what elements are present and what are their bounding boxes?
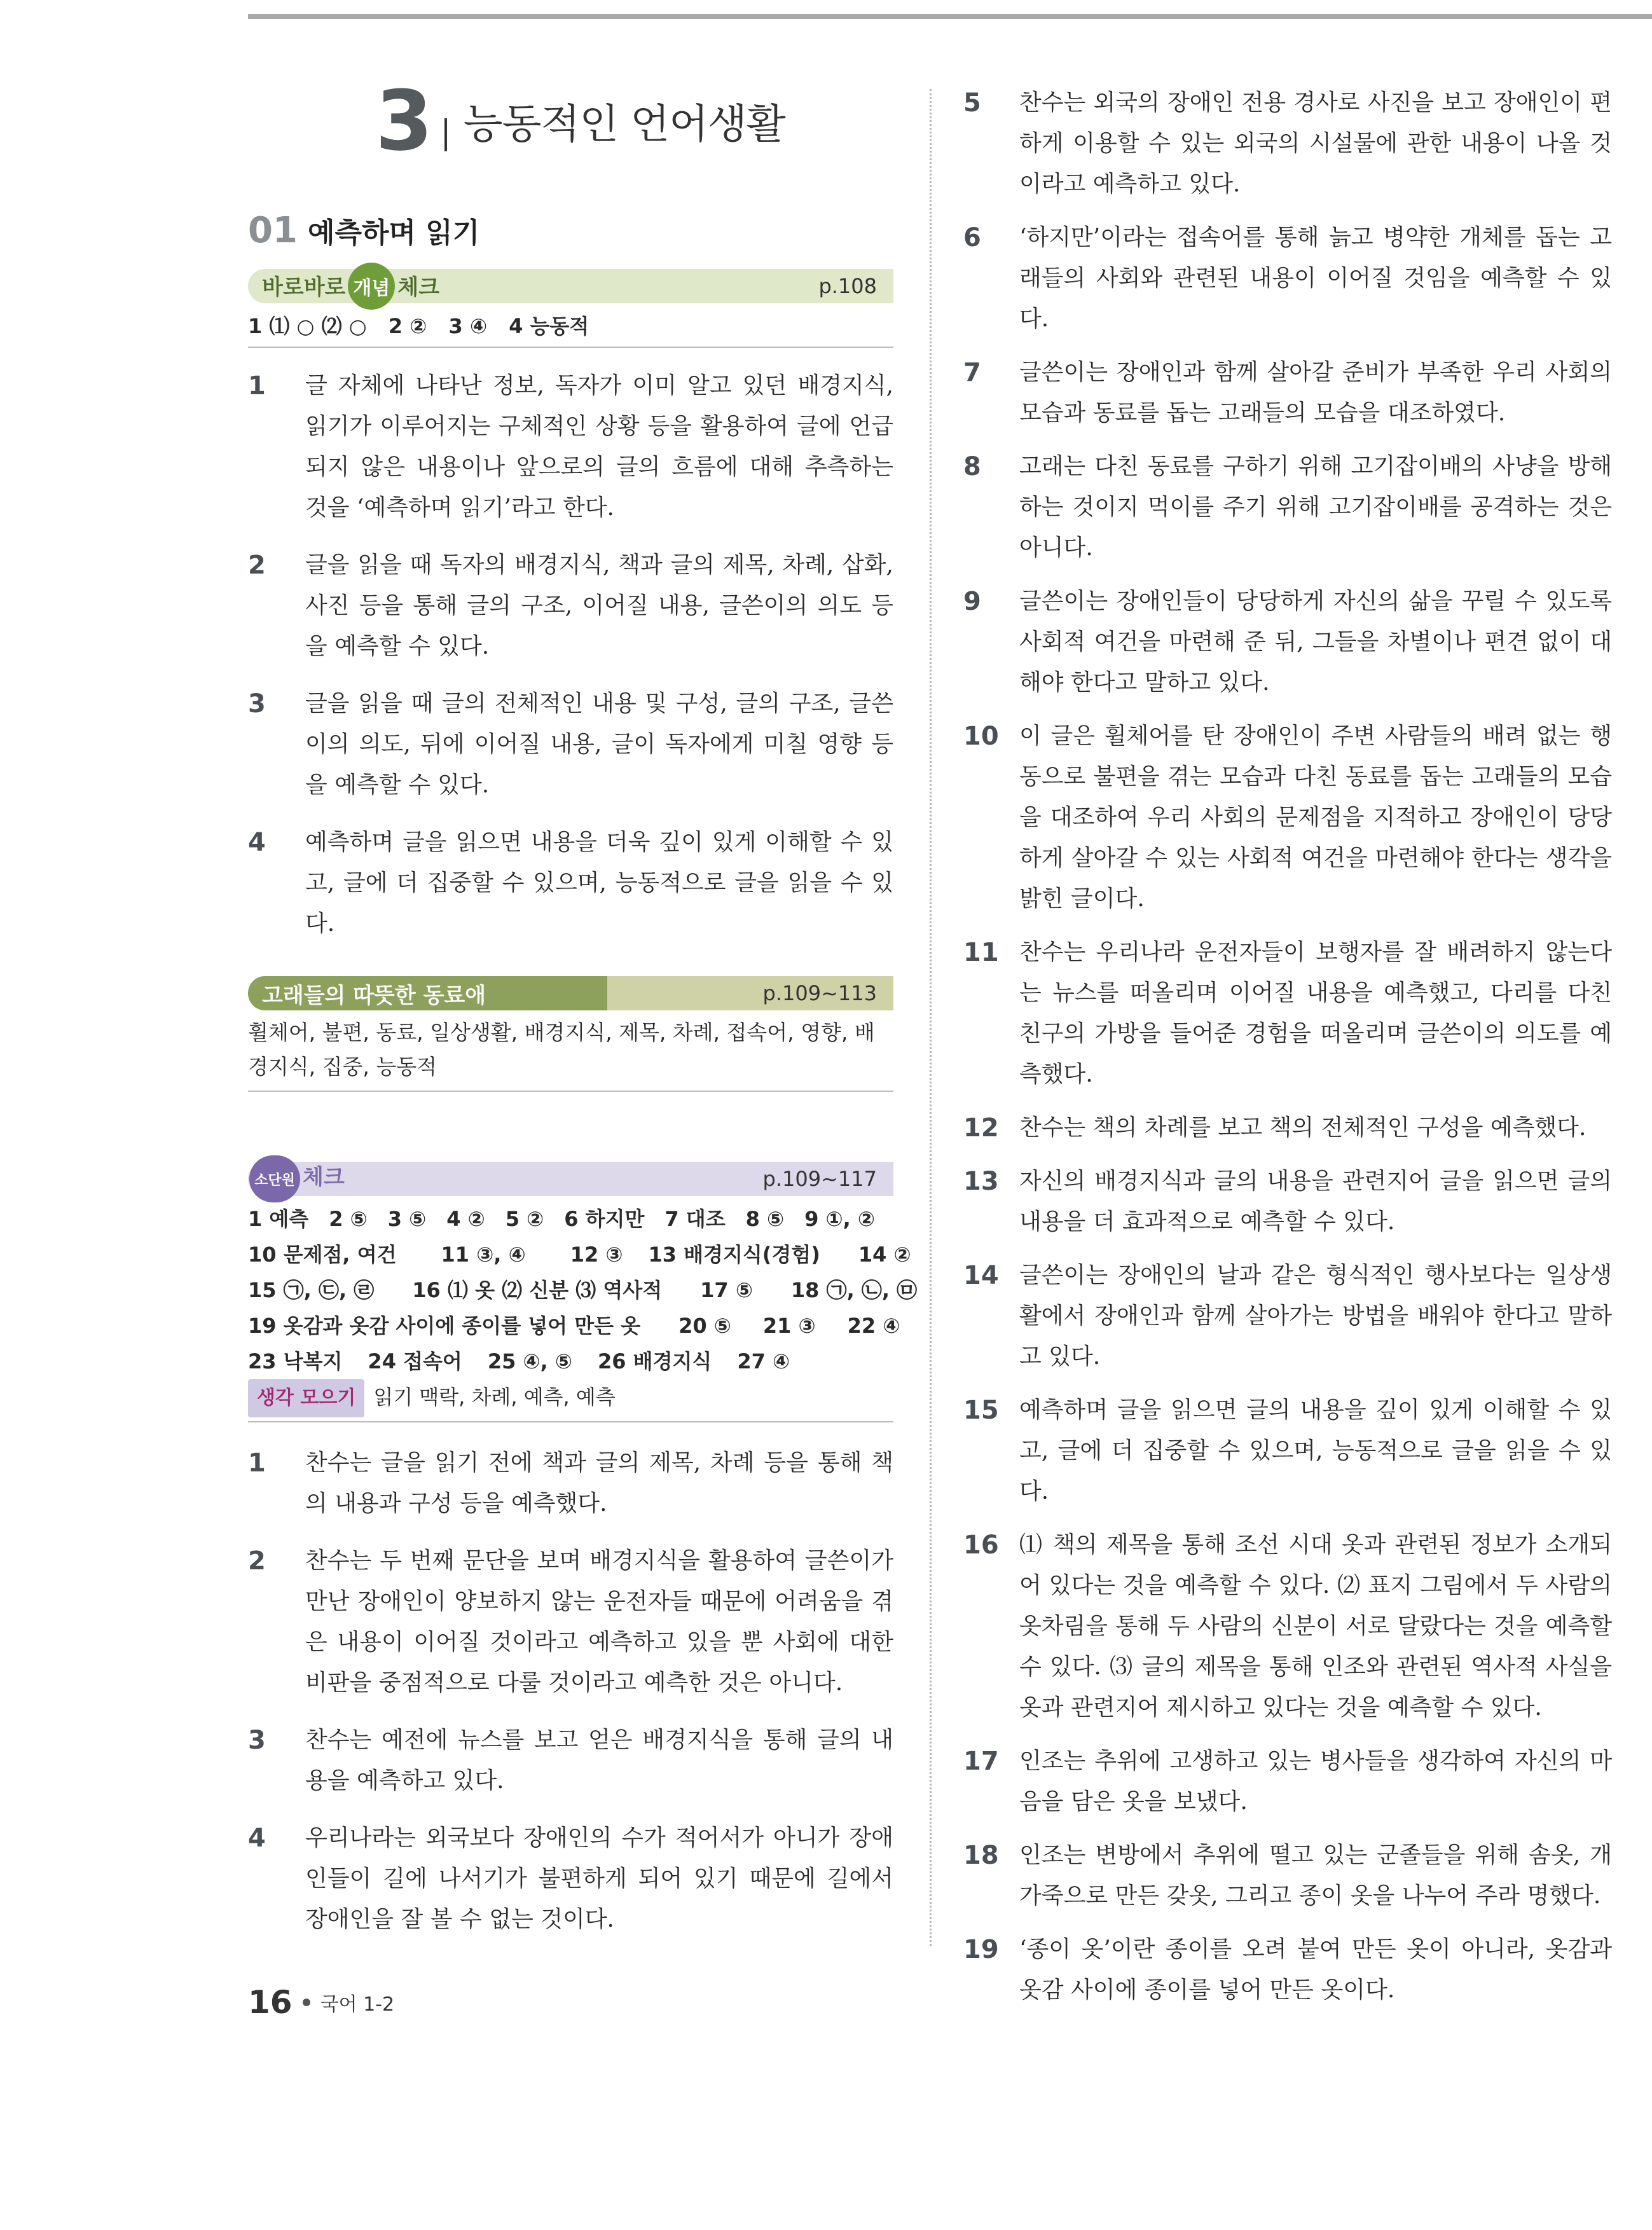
answer: 19 옷감과 옷감 사이에 종이를 넣어 만든 옷	[248, 1314, 641, 1338]
thought-row	[248, 1379, 893, 1422]
unit-name: 능동적인 언어생활	[463, 101, 785, 148]
item-text: 고래는 다친 동료를 구하기 위해 고기잡이배의 사냥을 방해하는 것이지 먹이를 주기 위해 고기잡이배를 공격하는 것은 아니다.	[1019, 453, 1612, 561]
item-number: 12	[963, 1113, 999, 1143]
answer: 9 ①, ②	[804, 1207, 876, 1231]
item-text: 찬수는 외국의 장애인 전용 경사로 사진을 보고 장애인이 편하게 이용할 수 있는 외국의 시설물에 관한 내용이 나올 것이라고 예측하고 있다.	[1019, 90, 1612, 197]
list-item	[963, 1525, 1612, 1728]
answer: 25 ④, ⑤	[487, 1349, 572, 1373]
answer: 13 배경지식(경험)	[648, 1242, 820, 1267]
answer: 16 ⑴ 옷 ⑵ 신분 ⑶ 역사적	[412, 1278, 663, 1302]
answer-row	[248, 1344, 893, 1379]
item-number: 14	[963, 1261, 999, 1290]
item-text: 글을 읽을 때 독자의 배경지식, 책과 글의 제목, 차례, 삽화, 사진 등을 통해 글의 구조, 이어질 내용, 글쓴이의 의도 등을 예측할 수 있다.	[305, 552, 893, 659]
answer: 4 ②	[446, 1207, 485, 1231]
answer: 3 ⑤	[387, 1207, 427, 1231]
list-item	[963, 1741, 1612, 1822]
item-number: 5	[963, 88, 981, 118]
section-number: 01	[248, 210, 298, 251]
list-item	[963, 1929, 1612, 2011]
list-item	[963, 581, 1612, 703]
item-text: 글쓴이는 장애인과 함께 살아갈 준비가 부족한 우리 사회의 모습과 동료를 돕는 고래들의 모습을 대조하였다.	[1019, 359, 1612, 426]
item-number: 9	[963, 587, 981, 616]
list-item	[248, 822, 893, 944]
answer-row	[248, 1237, 911, 1272]
list-item	[963, 83, 1612, 205]
section-heading	[248, 210, 893, 251]
answer: 21 ③	[762, 1314, 816, 1338]
answer-3: 3 ④	[448, 314, 488, 338]
item-number: 7	[963, 358, 981, 387]
list-item	[248, 366, 893, 528]
answer: 20 ⑤	[678, 1314, 731, 1338]
answer: 12 ③	[570, 1242, 623, 1267]
answer: 2 ⑤	[329, 1207, 368, 1231]
list-item	[248, 1720, 893, 1801]
reading-words: 휠체어, 불편, 동료, 일상생활, 배경지식, 제목, 차례, 접속어, 영향, 배경지식, 집중, 능동적	[248, 1010, 893, 1092]
answer: 26 배경지식	[598, 1349, 712, 1373]
concept-check-band	[248, 269, 893, 303]
page-footer	[248, 1984, 394, 2021]
unit-check-label	[248, 1155, 345, 1202]
item-number: 8	[963, 452, 981, 481]
list-item	[963, 1108, 1612, 1148]
item-text: 예측하며 글을 읽으면 글의 내용을 깊이 있게 이해할 수 있고, 글에 더 집중할 수 있으며, 능동적으로 글을 읽을 수 있다.	[1019, 1397, 1612, 1504]
unit-answers	[248, 1196, 918, 1425]
answer: 6 하지만	[564, 1207, 645, 1231]
answer: 5 ②	[505, 1207, 544, 1231]
item-number: 11	[963, 938, 999, 967]
item-text: 찬수는 두 번째 문단을 보며 배경지식을 활용하여 글쓴이가 만난 장애인이 양보하지 않는 운전자들 때문에 어려움을 겪은 내용이 이어질 것이라고 예측하고 있을 뿐 사회에 대한 비판을 중점적으로 다룰 것이라고 예측한 것은 아니다.	[305, 1548, 893, 1696]
list-item	[963, 1835, 1612, 1917]
item-number: 19	[963, 1935, 999, 1964]
item-number: 2	[248, 1546, 266, 1576]
list-item	[248, 1818, 893, 1940]
item-text: 글쓴이는 장애인들이 당당하게 자신의 삶을 꾸릴 수 있도록 사회적 여건을 마련해 준 뒤, 그들을 차별이나 편견 없이 대해야 한다고 말하고 있다.	[1019, 588, 1612, 696]
reading-page: p.109~113	[762, 981, 877, 1005]
concept-check-post: 체크	[397, 275, 440, 300]
answer: 14 ②	[858, 1242, 911, 1267]
concept-answers	[248, 303, 893, 348]
answer: 15 ㉠, ㉢, ㉣	[248, 1278, 375, 1302]
list-item	[963, 1161, 1612, 1242]
left-column	[248, 72, 918, 1957]
concept-check-pre: 바로바로	[262, 275, 346, 300]
item-text: 예측하며 글을 읽으면 내용을 더욱 깊이 있게 이해할 수 있고, 글에 더 집중할 수 있으며, 능동적으로 글을 읽을 수 있다.	[305, 829, 893, 937]
list-item	[248, 1443, 893, 1524]
answer-row	[248, 1308, 900, 1344]
reading-title: 고래들의 따뜻한 동료애	[262, 982, 486, 1008]
answer: 22 ④	[847, 1314, 900, 1338]
list-item	[963, 932, 1612, 1095]
answer: 8 ⑤	[745, 1207, 785, 1231]
answer: 24 접속어	[368, 1349, 462, 1373]
list-item	[248, 1541, 893, 1703]
answer: 1 예측	[248, 1207, 309, 1231]
unit-badge: 소단원	[249, 1155, 300, 1202]
item-text: 인조는 추위에 고생하고 있는 병사들을 생각하여 자신의 마음을 담은 옷을 보냈다.	[1019, 1748, 1612, 1815]
unit-check-band	[248, 1162, 893, 1196]
answer-row	[248, 1201, 893, 1237]
unit-title	[267, 72, 893, 169]
answer-4: 4 능동적	[509, 314, 589, 338]
item-number: 3	[248, 689, 266, 719]
item-text: 글 자체에 나타난 정보, 독자가 이미 알고 있던 배경지식, 읽기가 이루어지는 구체적인 상황 등을 활용하여 글에 언급되지 않은 내용이나 앞으로의 글의 흐름에 대해 추측하는 것을 ‘예측하며 읽기’라고 한다.	[305, 373, 893, 521]
list-item	[963, 446, 1612, 568]
section-title: 예측하며 읽기	[307, 217, 480, 249]
concept-check-page: p.108	[818, 274, 877, 298]
answer-row	[248, 1272, 918, 1308]
item-text: 우리나라는 외국보다 장애인의 수가 적어서가 아니가 장애인들이 길에 나서기가 불편하게 되어 있기 때문에 길에서 장애인을 잘 볼 수 없는 것이다.	[305, 1825, 893, 1932]
list-item	[963, 352, 1612, 434]
item-text: 글을 읽을 때 글의 전체적인 내용 및 구성, 글의 구조, 글쓴이의 의도, 뒤에 이어질 내용, 글이 독자에게 미칠 영향 등을 예측할 수 있다.	[305, 691, 893, 798]
list-item	[963, 217, 1612, 340]
column-divider	[930, 89, 932, 1946]
answer-2: 2 ②	[388, 314, 427, 338]
right-column	[963, 83, 1612, 2023]
list-item	[963, 1390, 1612, 1512]
list-item	[248, 545, 893, 667]
concept-check-label	[248, 263, 439, 310]
answer: 27 ④	[737, 1349, 790, 1373]
item-text: 찬수는 글을 읽기 전에 책과 글의 제목, 차례 등을 통해 책의 내용과 구성 등을 예측했다.	[305, 1450, 893, 1517]
item-number: 4	[248, 828, 266, 857]
answer: 10 문제점, 여건	[248, 1242, 397, 1267]
item-number: 10	[963, 722, 999, 751]
item-number: 1	[248, 371, 266, 401]
book-title: 국어 1-2	[320, 1993, 395, 2016]
list-item	[248, 684, 893, 806]
bullet-dot	[303, 1999, 310, 2006]
answer: 17 ⑤	[700, 1278, 753, 1302]
answer: 7 대조	[664, 1207, 726, 1231]
thought-text: 읽기 맥락, 차례, 예측, 예측	[373, 1385, 616, 1409]
item-number: 18	[963, 1841, 999, 1870]
concept-badge: 개념	[348, 263, 395, 310]
item-number: 16	[963, 1531, 999, 1560]
unit-check-post: 체크	[303, 1164, 345, 1190]
answer: 11 ③, ④	[441, 1242, 526, 1267]
item-number: 3	[248, 1726, 266, 1755]
item-text: 글쓴이는 장애인의 날과 같은 형식적인 행사보다는 일상생활에서 장애인과 함께 살아가는 방법을 배워야 한다고 말하고 있다.	[1019, 1262, 1612, 1370]
unit-check-page: p.109~117	[762, 1167, 877, 1191]
item-number: 6	[963, 223, 981, 252]
item-text: ⑴ 책의 제목을 통해 조선 시대 옷과 관련된 정보가 소개되어 있다는 것을 예측할 수 있다. ⑵ 표지 그림에서 두 사람의 옷차림을 통해 두 사람의 신분이 서로 달랐다는 것을 예측할 수 있다. ⑶ 글의 제목을 통해 인조와 관련된 역사적 사실을 옷과 관련지어 제시하고 있다는 것을 예측할 수 있다.	[1019, 1532, 1612, 1721]
item-number: 17	[963, 1747, 999, 1776]
list-item	[963, 716, 1612, 919]
answer-1: 1 ⑴ ○ ⑵ ○	[248, 314, 367, 338]
unit-separator	[444, 118, 447, 151]
item-number: 4	[248, 1824, 266, 1853]
concept-explanations	[248, 366, 893, 944]
page-number: 16	[248, 1984, 293, 2021]
item-text: 자신의 배경지식과 글의 내용을 관련지어 글을 읽으면 글의 내용을 더 효과적으로 예측할 수 있다.	[1019, 1168, 1612, 1235]
item-number: 15	[963, 1396, 999, 1425]
item-number: 1	[248, 1449, 266, 1478]
item-number: 13	[963, 1167, 999, 1196]
reading-band	[248, 976, 893, 1010]
item-text: 찬수는 예전에 뉴스를 보고 얻은 배경지식을 통해 글의 내용을 예측하고 있다.	[305, 1727, 893, 1794]
answer: 18 ㉠, ㉡, ㉤	[790, 1278, 918, 1302]
list-item	[963, 1255, 1612, 1377]
unit-explanations-left	[248, 1443, 893, 1940]
unit-number: 3	[375, 72, 433, 169]
unit-explanations-right	[963, 83, 1612, 2011]
item-text: 인조는 변방에서 추위에 떨고 있는 군졸들을 위해 솜옷, 개가죽으로 만든 갖옷, 그리고 종이 옷을 나누어 주라 명했다.	[1019, 1842, 1612, 1909]
top-rule	[248, 14, 1652, 19]
answer: 23 낙복지	[248, 1349, 343, 1373]
item-text: ‘하지만’이라는 접속어를 통해 늙고 병약한 개체를 돕는 고래들의 사회와 관련된 내용이 이어질 것임을 예측할 수 있다.	[1019, 224, 1612, 332]
item-text: ‘종이 옷’이란 종이를 오려 붙여 만든 옷이 아니라, 옷감과 옷감 사이에 종이를 넣어 만든 옷이다.	[1019, 1936, 1612, 2003]
item-text: 찬수는 우리나라 운전자들이 보행자를 잘 배려하지 않는다는 뉴스를 떠올리며 이어질 내용을 예측했고, 다리를 다친 친구의 가방을 들어준 경험을 떠올리며 글쓴이의 의도를 예측했다.	[1019, 939, 1612, 1087]
item-number: 2	[248, 551, 266, 580]
item-text: 이 글은 휠체어를 탄 장애인이 주변 사람들의 배려 없는 행동으로 불편을 겪는 모습과 다친 동료를 돕는 고래들의 모습을 대조하여 우리 사회의 문제점을 지적하고 장애인이 당당하게 살아갈 수 있는 사회적 여건을 마련해야 한다는 생각을 밝힌 글이다.	[1019, 723, 1612, 912]
item-text: 찬수는 책의 차례를 보고 책의 전체적인 구성을 예측했다.	[1019, 1115, 1587, 1141]
thought-tag: 생각 모으기	[248, 1379, 364, 1417]
